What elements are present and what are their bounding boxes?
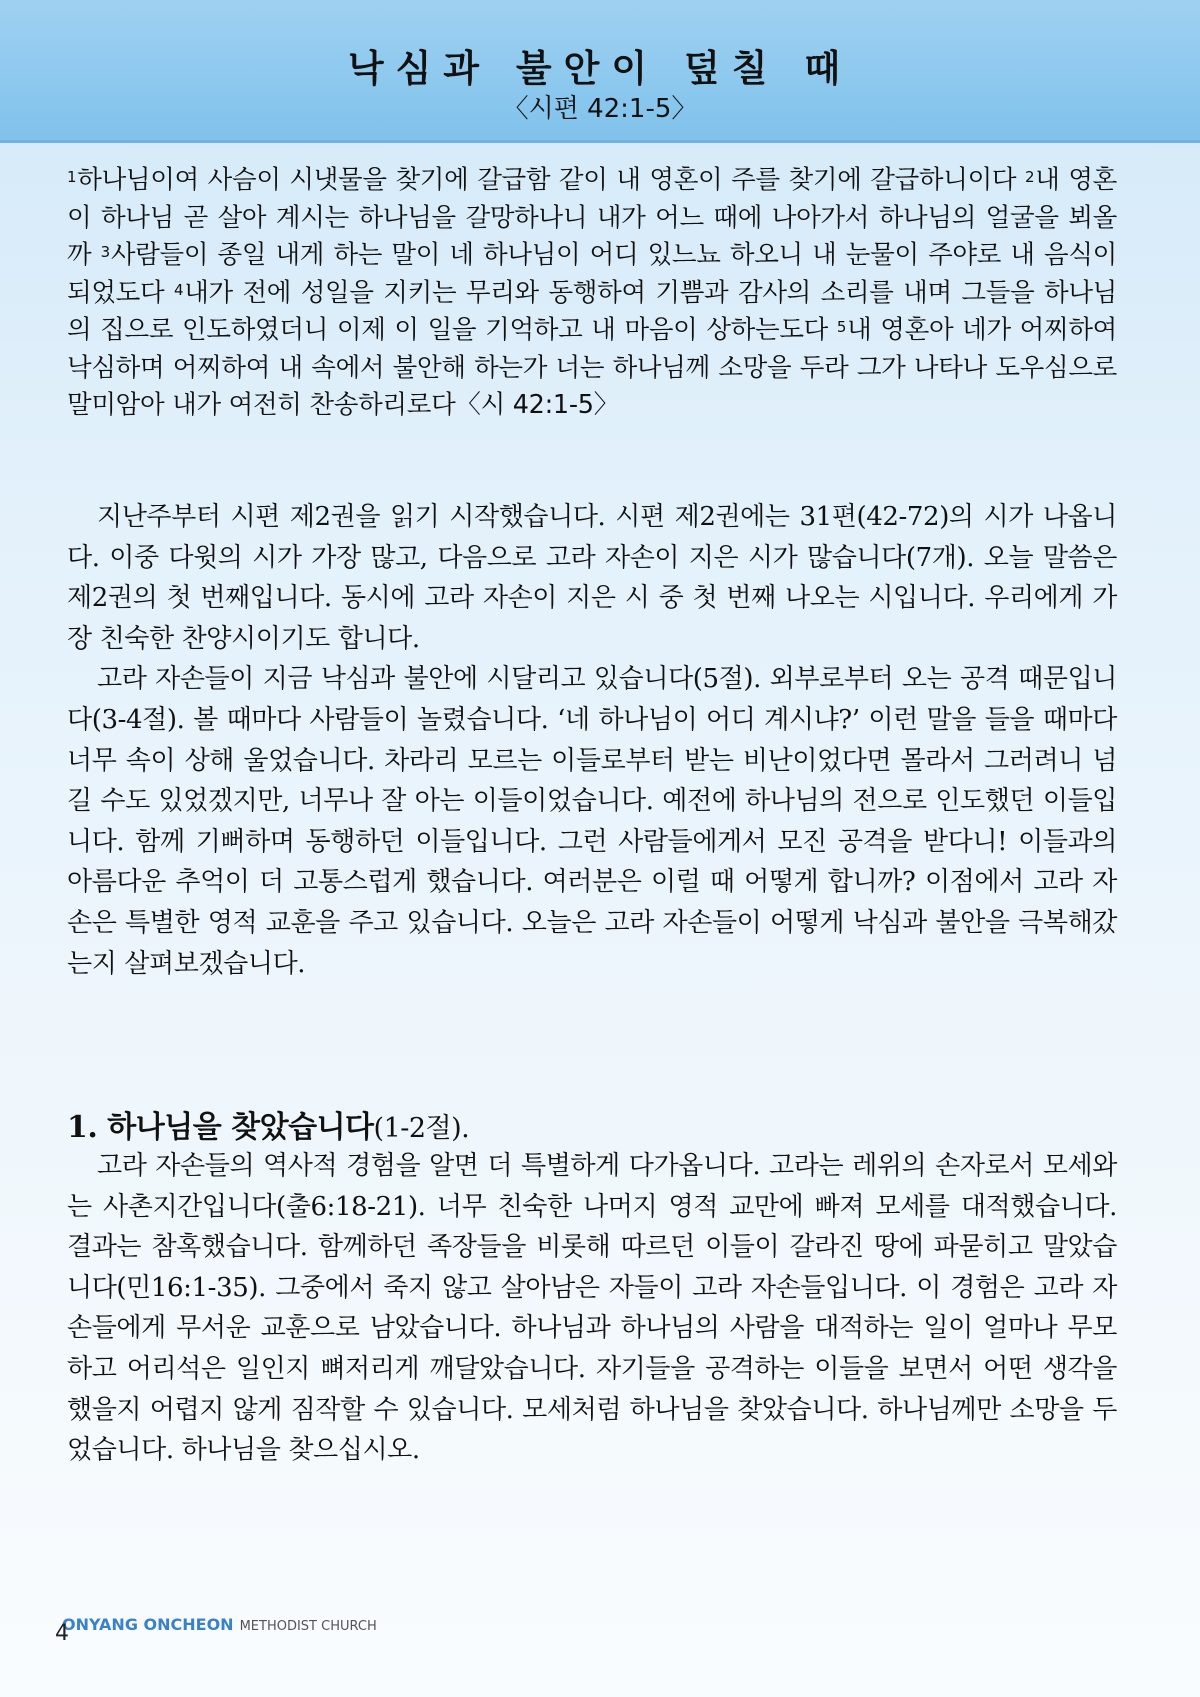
section-heading-text: 1. 하나님을 찾았습니다 (67, 1110, 374, 1145)
verse-text: 하나님이여 사슴이 시냇물을 찾기에 갈급함 같이 내 영혼이 주를 찾기에 갈급하니이다 (77, 165, 1025, 195)
header-banner (0, 0, 1200, 143)
verse-text: 내 영혼이 하나님 곧 살아 계시는 하나님을 갈망하나니 내가 어느 때에 나아가서 하나님의 얼굴을 뵈올까 (67, 165, 1117, 270)
verse-text: 내가 전에 성일을 지키는 무리와 동행하여 기쁨과 감사의 소리를 내며 그들을 하나님의 집으로 인도하였더니 이제 이 일을 기억하고 내 마음이 상하는도다 (67, 277, 1118, 345)
page-title: 낙심과 불안이 덮칠 때 (347, 47, 853, 90)
scripture-reference: 〈시 42:1-5〉 (455, 390, 619, 420)
paragraph: 고라 자손들이 지금 낙심과 불안에 시달리고 있습니다(5절). 외부로부터 오는 공격 때문입니다(3-4절). 볼 때마다 사람들이 놀렸습니다. ‘네 하나님이 어디 계시냐?’ 이런 말을 들을 때마다 너무 속이 상해 울었습니다. 차라리 모르는 이들로부터 받는 비난이었다면 몰라서 그러려니 넘길 수도 있었겠지만, 너무나 잘 아는 이들이었습니다. 예전에 하나님의 전으로 인도했던 이들입니다. 함께 기뻐하며 동행하던 이들입니다. 그런 사람들에게서 모진 공격을 받다니! 이들과의 아름다운 추억이 더 고통스럽게 했습니다. 여러분은 이럴 때 어떻게 합니까? 이점에서 고라 자손은 특별한 영적 교훈을 주고 있습니다. 오늘은 고라 자손들이 어떻게 낙심과 불안을 극복해갔는지 살펴보겠습니다. (67, 664, 1117, 979)
section-heading (67, 1102, 469, 1146)
verse-number: 2 (1025, 168, 1035, 186)
verse-text: 내 영혼아 네가 어찌하여 낙심하며 어찌하여 내 속에서 불안해 하는가 너는 하나님께 소망을 두라 그가 나타나 도우심으로 말미암아 내가 여전히 찬송하리로다 (67, 315, 1117, 420)
section-heading-reference: (1-2절). (373, 1113, 470, 1144)
page-number: 4 (55, 1621, 69, 1646)
church-logo-brand: ONYANG ONCHEON (62, 1615, 234, 1634)
verse-number: 4 (173, 280, 184, 299)
verse-number: 5 (836, 318, 847, 336)
section-body (67, 1146, 1117, 1471)
paragraph: 고라 자손들의 역사적 경험을 알면 더 특별하게 다가옵니다. 고라는 레위의 손자로서 모세와는 사촌지간입니다(출6:18-21). 너무 친숙한 나머지 영적 교만에 빠져 모세를 대적했습니다. 결과는 참혹했습니다. 함께하던 족장들을 비롯해 따르던 이들이 갈라진 땅에 파묻히고 말았습니다(민16:1-35). 그중에서 죽지 않고 살아남은 자들이 고라 자손들입니다. 이 경험은 고라 자손들에게 무서운 교훈으로 남았습니다. 하나님과 하나님의 사람을 대적하는 일이 얼마나 무모하고 어리석은 일인지 뼈저리게 깨달았습니다. 자기들을 공격하는 이들을 보면서 어떤 생각을 했을지 어렵지 않게 짐작할 수 있습니다. 모세처럼 하나님을 찾았습니다. 하나님께만 소망을 두었습니다. 하나님을 찾으십시오. (67, 1151, 1117, 1466)
church-logo (62, 1615, 377, 1634)
verse-text: 사람들이 종일 내게 하는 말이 네 하나님이 어디 있느뇨 하오니 내 눈물이 주야로 내 음식이 되었도다 (67, 240, 1118, 308)
verse-number: 1 (67, 168, 77, 186)
intro-section (67, 497, 1117, 984)
paragraph: 지난주부터 시편 제2권을 읽기 시작했습니다. 시편 제2권에는 31편(42-72)의 시가 나옵니다. 이중 다윗의 시가 가장 많고, 다음으로 고라 자손이 지은 시가 많습니다(7개). 오늘 말씀은 제2권의 첫 번째입니다. 동시에 고라 자손이 지은 시 중 첫 번째 나오는 시입니다. 우리에게 가장 친숙한 찬양시이기도 합니다. (67, 502, 1117, 654)
scripture-passage (67, 162, 1117, 425)
church-logo-subtitle: METHODIST CHURCH (239, 1619, 377, 1634)
page-subtitle: 〈시편 42:1-5〉 (502, 94, 698, 124)
verse-number: 3 (100, 243, 110, 261)
